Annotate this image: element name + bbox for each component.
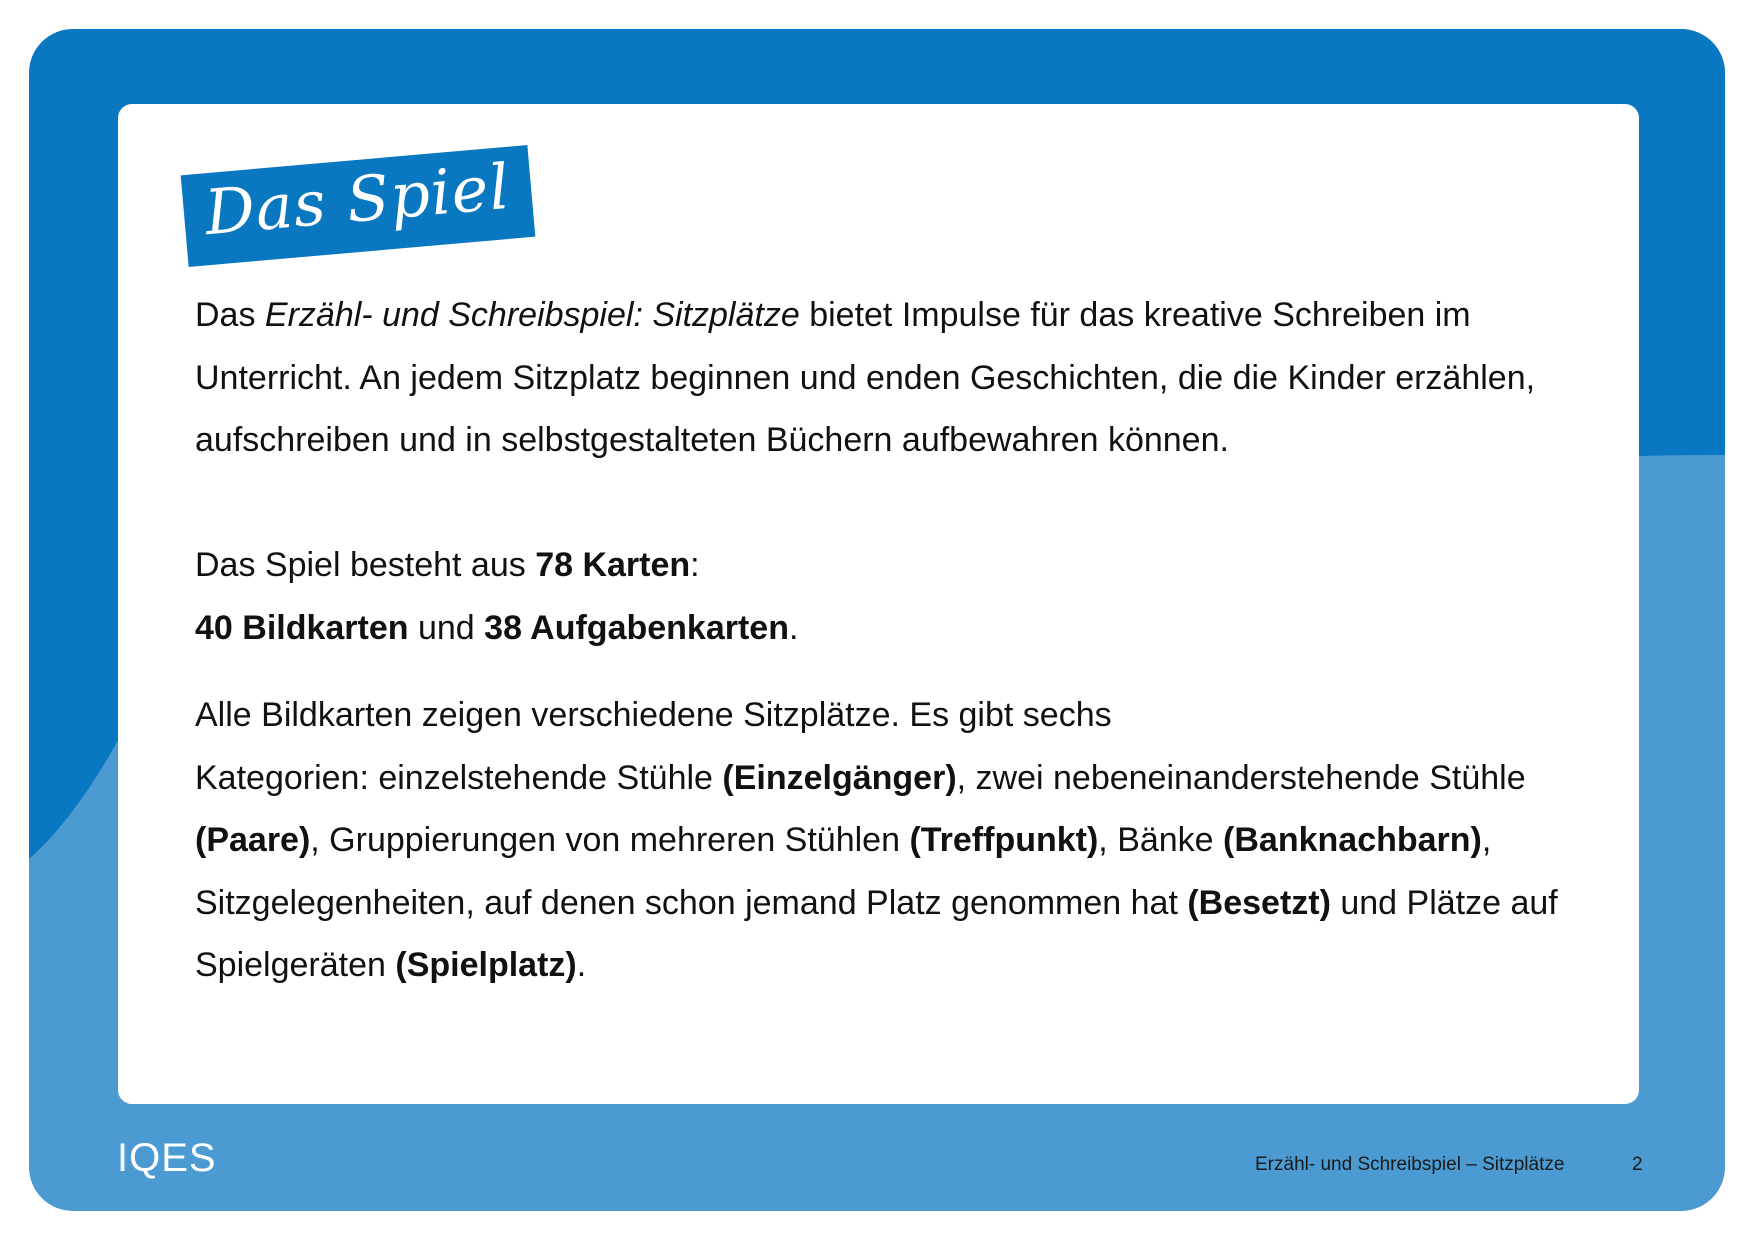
intro-text-rest: bietet Impulse für das kreative Schreiben im Unterricht. An jedem Sitzplatz beginnen und enden Geschichten, die die Kinder erzählen, aufschreiben und in selbstgestalteten Büchern aufbewahren können. xyxy=(195,296,1536,459)
footer-document-title: Erzähl- und Schreibspiel – Sitzplätze xyxy=(1255,1154,1565,1175)
page-number: 2 xyxy=(1632,1154,1643,1175)
page-title: Das Spiel xyxy=(201,149,513,250)
total-cards: 78 Karten xyxy=(535,546,691,584)
category-banknachbarn: (Banknachbarn) xyxy=(1223,821,1482,859)
categories-text-5: , Bänke xyxy=(1098,821,1224,859)
category-paare: (Paare) xyxy=(195,821,311,859)
game-title-italic: Erzähl- und Schreibspiel: Sitzplätze xyxy=(264,296,800,334)
categories-text-8: . xyxy=(576,946,587,984)
cards-text-1: Das Spiel besteht aus xyxy=(195,546,536,584)
categories-text-7: und Plätze auf Spielgeräten xyxy=(195,883,1558,984)
categories-text-2: Kategorien: einzelstehende Stühle xyxy=(195,758,723,797)
category-treffpunkt: (Treffpunkt) xyxy=(909,821,1099,859)
intro-text-start: Das xyxy=(195,296,265,334)
cards-text-2: : xyxy=(690,546,700,584)
categories-text-3: , zwei nebeneinanderstehende Stühle xyxy=(956,758,1526,797)
categories-text-1: Alle Bildkarten zeigen verschiedene Sitzplätze. Es gibt sechs xyxy=(195,696,1112,734)
category-einzelgaenger: (Einzelgänger) xyxy=(722,758,957,797)
cards-text-3: und xyxy=(408,608,485,647)
cards-text-4: . xyxy=(788,608,799,647)
cards-paragraph xyxy=(195,534,1575,659)
task-cards-count: 38 Aufgabenkarten xyxy=(484,608,789,647)
categories-text-6: , Sitzgelegenheiten, auf denen schon jemand Platz genommen hat xyxy=(195,821,1492,922)
iqes-logo: IQES xyxy=(117,1136,217,1180)
picture-cards-count: 40 Bildkarten xyxy=(195,608,409,647)
category-spielplatz: (Spielplatz) xyxy=(395,946,577,984)
category-besetzt: (Besetzt) xyxy=(1187,883,1331,922)
categories-text-4: , Gruppierungen von mehreren Stühlen xyxy=(310,821,910,859)
body-text xyxy=(195,284,1575,984)
intro-paragraph xyxy=(195,284,1575,534)
categories-paragraph xyxy=(195,684,1575,997)
